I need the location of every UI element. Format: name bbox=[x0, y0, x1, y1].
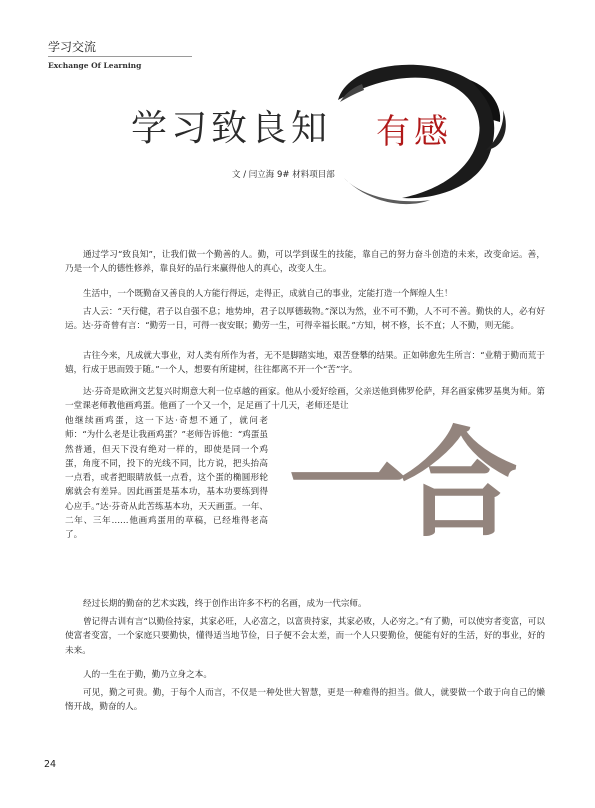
section-subtitle: Exchange Of Learning bbox=[48, 61, 142, 70]
paragraph: 古往今来，凡成就大事业，对人类有所作为者，无不是脚踏实地，艰苦登攀的结果。正如韩愈先生所言：“业精于勤而荒于嬉，行成于思而毁于随。”一个人，想要有所建树，往往都离不开一个“苦”字。 bbox=[65, 351, 545, 376]
paragraph: 曾记得古训有言“以勤俭持家，其家必旺，人必富之，以富贵持家，其家必败，人必穷之。”有了勤，可以使穷者变富，可以使富者变富，一个家庭只要勤快，懂得适当地节俭，日子便不会太差，而一个人只要勤俭，便能有好的生活，好的事业，好的未来。 bbox=[65, 617, 545, 656]
paragraph: 可见，勤之可贵。勤，于每个人而言，不仅是一种处世大智慧，更是一种难得的担当。做人，就要做一个敢于向自己的懒惰开战，勤奋的人。 bbox=[65, 688, 545, 713]
article-title-main: 学习致良知 bbox=[131, 108, 332, 149]
calligraphy-artwork: 一合 bbox=[288, 414, 513, 553]
paragraph: 生活中，一个既勤奋又善良的人方能行得远，走得正，成就自己的事业，定能打造一个辉煌人生！ bbox=[83, 289, 453, 299]
paragraph: 经过长期的勤奋的艺术实践，终于创作出许多不朽的名画，成为一代宗师。 bbox=[83, 599, 367, 609]
paragraph: 他继续画鸡蛋，这一下达·奇想不通了，就问老师：“为什么老是让我画鸡蛋？”老师告诉他：“鸡蛋虽然普通，但天下没有绝对一样的，即使是同一个鸡蛋，角度不同，投下的光线不同，比方说，把头抬高一点看，或者把眼睛放低一点看，这个蛋的椭圆形轮廓就会有差异。因此画蛋是基本功，基本功要练到得心应手。”达·芬奇从此苦练基本功，天天画蛋。一年、二年、三年……他画鸡蛋用的草稿，已经堆得老高了。 bbox=[65, 416, 268, 541]
paragraph: 人的一生在于勤，勤乃立身之本。 bbox=[83, 670, 212, 680]
paragraph: 达·芬奇是欧洲文艺复兴时期意大利一位卓越的画家。他从小爱好绘画，父亲送他到佛罗伦萨，拜名画家佛罗基奥为师。第一堂课老师教他画鸡蛋。他画了一个又一个，足足画了十几天，老师还是让 bbox=[65, 387, 545, 412]
page-number: 24 bbox=[44, 759, 57, 770]
article-title-highlight: 有感 bbox=[376, 112, 452, 152]
section-title: 学习交流 bbox=[48, 40, 97, 54]
paragraph: 古人云：“天行健，君子以自强不息；地势坤，君子以厚德载物。”深以为然，业不可不勤，人不可不善。勤快的人，必有好运。达·芬奇曾有言：“勤劳一日，可得一夜安眠；勤劳一生，可得幸福长眠。”方知，树不修，长不直；人不勤，则无能。 bbox=[65, 307, 545, 332]
paragraph: 通过学习“致良知”，让我们做一个勤善的人。勤，可以学到谋生的技能，靠自己的努力奋斗创造的未来，改变命运。善，乃是一个人的德性修养，靠良好的品行来赢得他人的真心，改变人生。 bbox=[65, 250, 545, 275]
author-byline: 文 / 闫立海 9# 材料项目部 bbox=[232, 170, 335, 180]
